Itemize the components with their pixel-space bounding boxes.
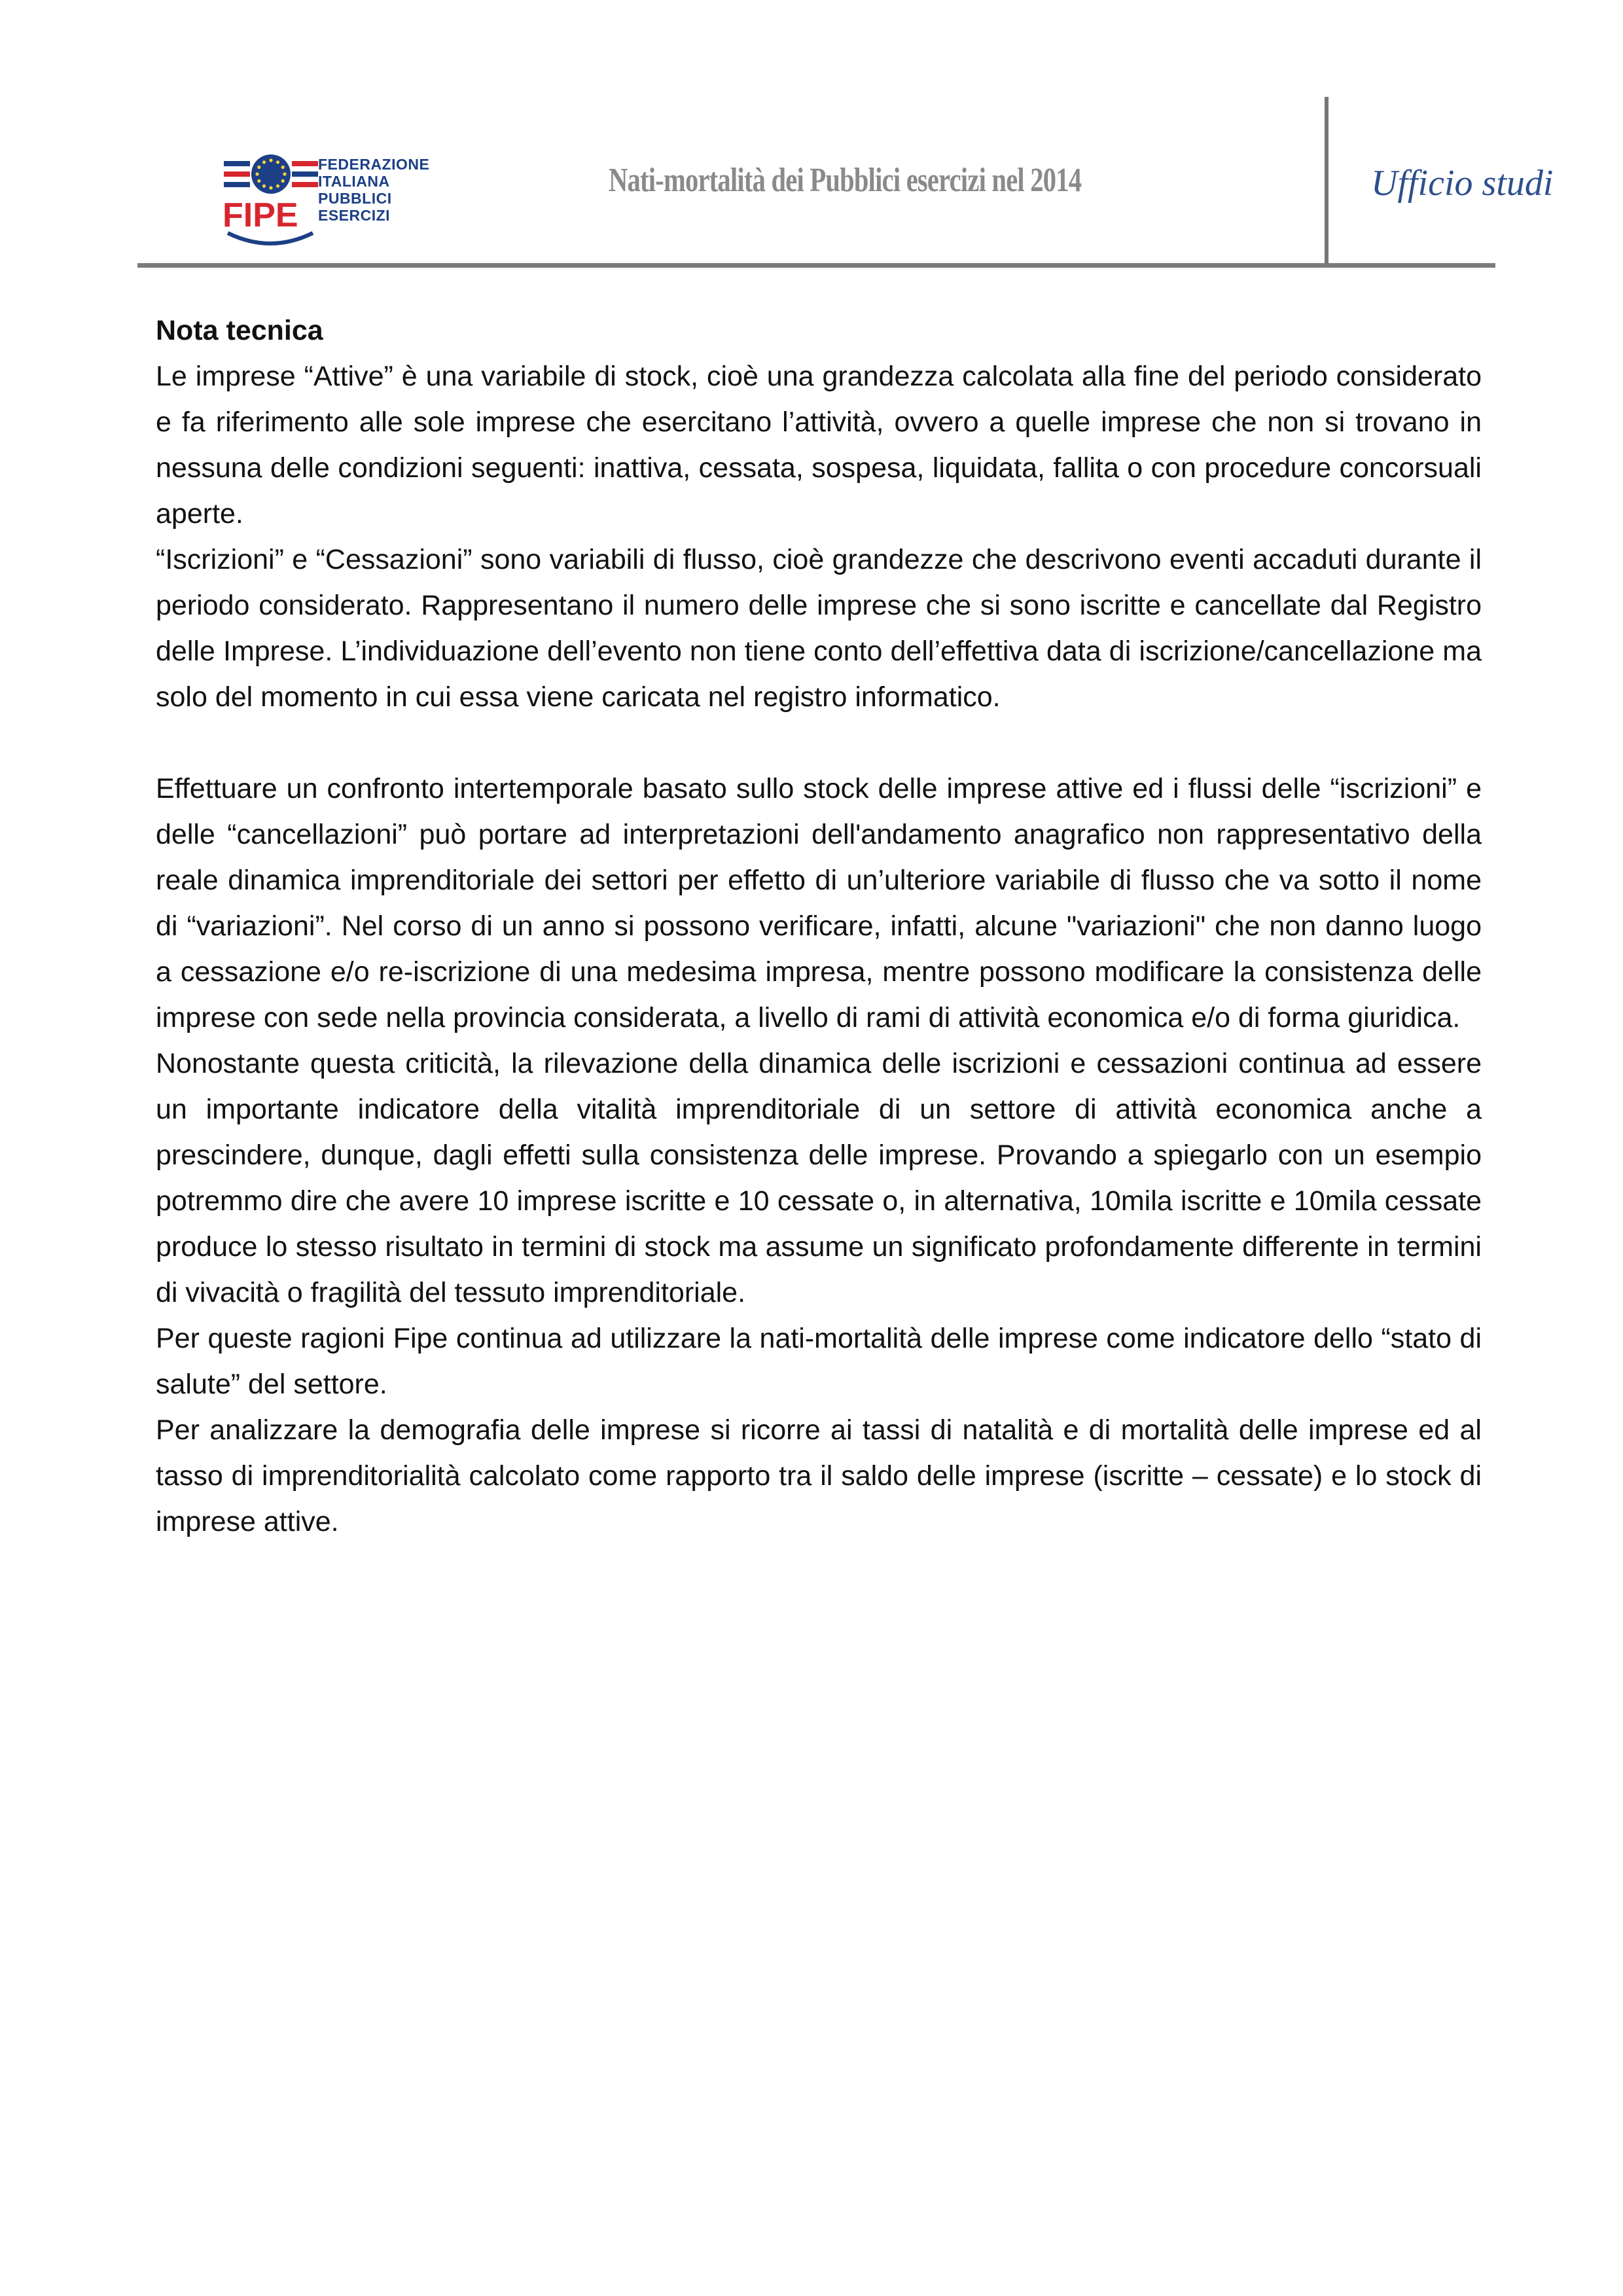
header-horizontal-divider xyxy=(137,263,1495,268)
paragraph: Effettuare un confronto intertemporale basato sullo stock delle imprese attive ed i flussi delle “iscrizioni” e delle “cancellazioni” può portare ad interpretazioni dell'andamento anagrafico non rappresentativo della reale dinamica imprenditoriale dei settori per effetto di un’ulteriore variabile di flusso che va sotto il nome di “variazioni”. Nel corso di un anno si possono verificare, infatti, alcune "variazioni" che non danno luogo a cessazione e/o re-iscrizione di una medesima impresa, mentre possono modificare la consistenza delle imprese con sede nella provincia considerata, a livello di rami di attività economica e/o di forma giuridica. xyxy=(156,773,1482,1033)
paragraph: Le imprese “Attive” è una variabile di stock, cioè una grandezza calcolata alla fine del periodo considerato e fa riferimento alle sole imprese che esercitano l’attività, ovvero a quelle imprese che non si trovano in nessuna delle condizioni seguenti: inattiva, cessata, sospesa, liquidata, fallita o con procedure concorsuali aperte. xyxy=(156,361,1482,529)
page-header xyxy=(0,0,1623,275)
paragraph: “Iscrizioni” e “Cessazioni” sono variabili di flusso, cioè grandezze che descrivono eventi accaduti durante il periodo considerato. Rappresentano il numero delle imprese che si sono iscritte e cancellate dal Registro delle Imprese. L’individuazione dell’evento non tiene conto dell’effettiva data di iscrizione/cancellazione ma solo del momento in cui essa viene caricata nel registro informatico. xyxy=(156,544,1482,713)
logo-word: ESERCIZI xyxy=(318,207,391,224)
section-heading: Nota tecnica xyxy=(156,315,323,346)
paragraph-gap xyxy=(156,720,1482,766)
fipe-logo-mark-icon xyxy=(221,149,319,247)
paragraph: Per analizzare la demografia delle imprese si ricorre ai tassi di natalità e di mortalità delle imprese ed al tasso di imprenditorialità calcolato come rapporto tra il saldo delle imprese (iscritte – cessate) e lo stock di imprese attive. xyxy=(156,1414,1482,1537)
fipe-acronym: FIPE xyxy=(223,196,298,234)
document-title: Nati-mortalità dei Pubblici esercizi nel 2014 xyxy=(609,162,1082,199)
logo-word: FEDERAZIONE xyxy=(318,156,430,173)
paragraph: Per queste ragioni Fipe continua ad utilizzare la nati-mortalità delle imprese come indicatore dello “stato di salute” del settore. xyxy=(156,1323,1482,1400)
header-vertical-divider xyxy=(1325,97,1329,266)
paragraph: Nonostante questa criticità, la rilevazione della dinamica delle iscrizioni e cessazioni continua ad essere un importante indicatore della vitalità imprenditoriale di un settore di attività economica anche a prescindere, dunque, dagli effetti sulla consistenza delle imprese. Provando a spiegarlo con un esempio potremmo dire che avere 10 imprese iscritte e 10 cessate o, in alternativa, 10mila iscritte e 10mila cessate produce lo stesso risultato in termini di stock ma assume un significato profondamente differente in termini di vivacità o fragilità del tessuto imprenditoriale. xyxy=(156,1048,1482,1308)
office-label: Ufficio studi xyxy=(1371,163,1554,204)
logo-word: ITALIANA xyxy=(318,173,390,190)
document-body xyxy=(156,308,1482,1545)
logo-word: PUBBLICI xyxy=(318,190,392,207)
fipe-logo xyxy=(221,149,437,247)
fipe-logo-words xyxy=(318,156,449,224)
